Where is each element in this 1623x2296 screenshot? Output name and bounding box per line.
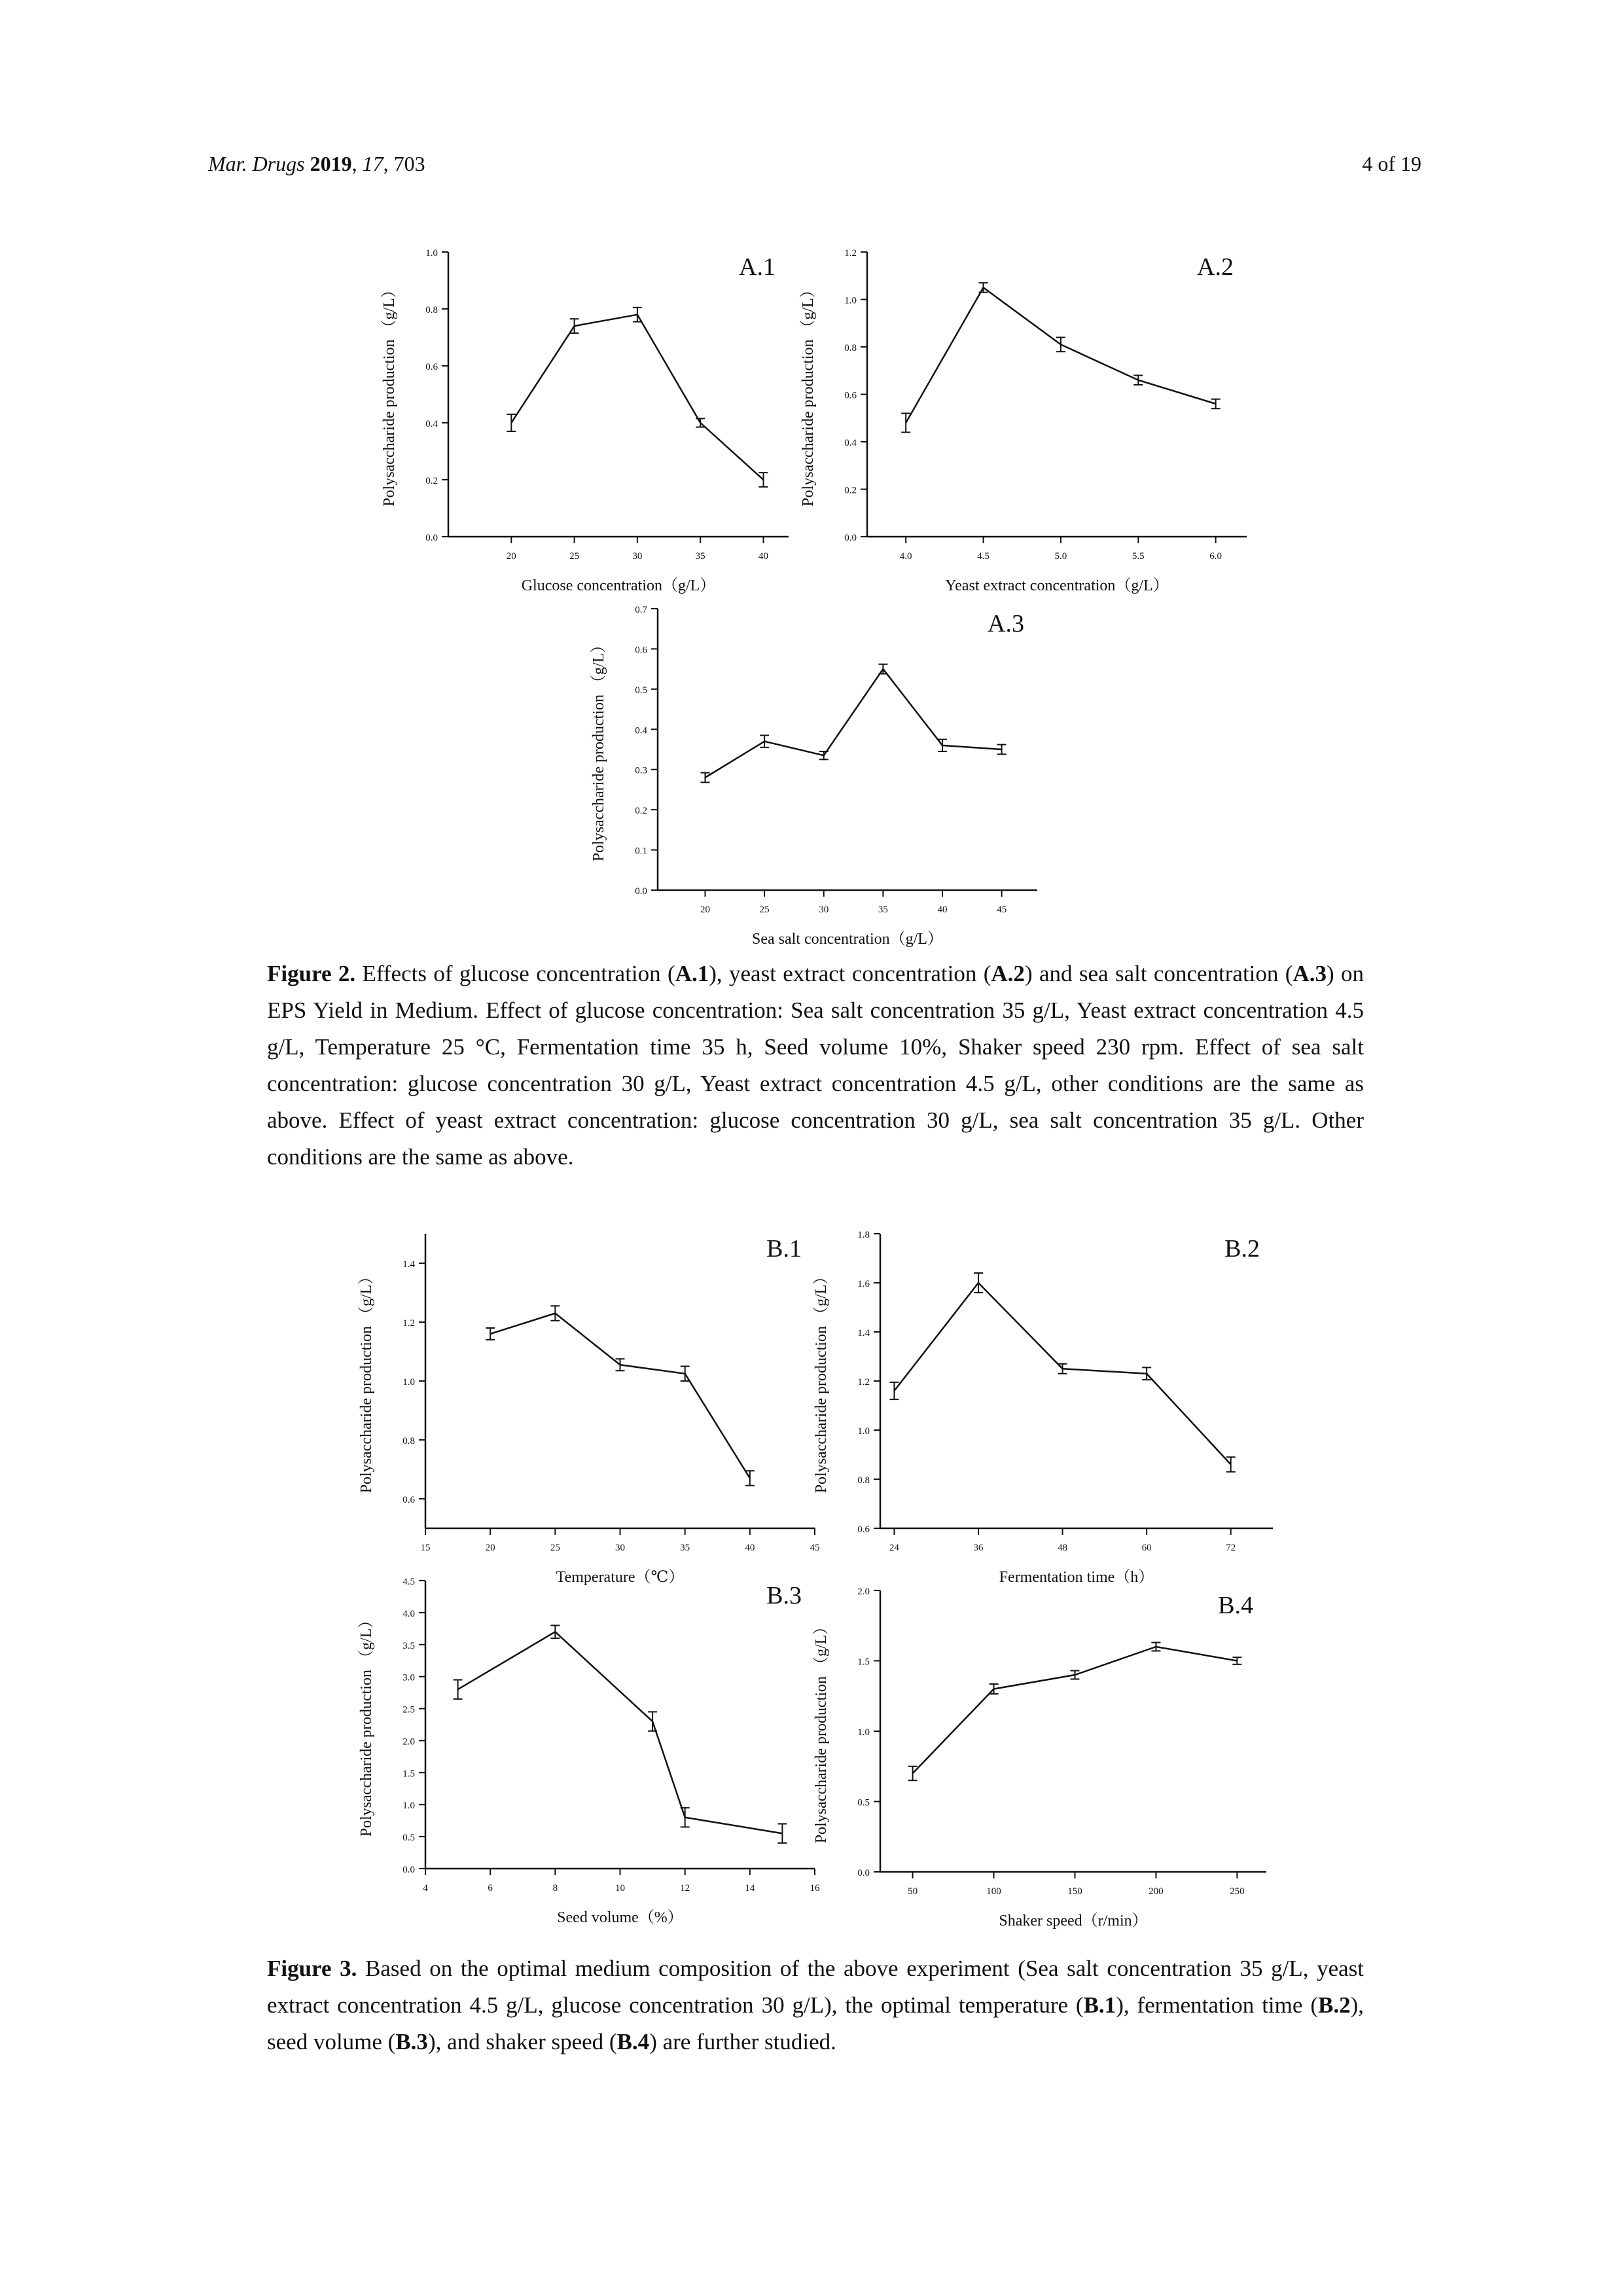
page-number: 4 of 19 bbox=[1362, 152, 1421, 175]
caption-segment: ), yeast extract concentration ( bbox=[709, 961, 991, 986]
chart-b3 bbox=[350, 1564, 834, 1934]
panel-label: A.1 bbox=[739, 253, 776, 281]
caption-segment: B.3 bbox=[395, 2029, 428, 2054]
x-tick-label: 30 bbox=[615, 1543, 625, 1553]
y-tick-label: 0.6 bbox=[857, 1524, 870, 1535]
y-tick-label: 0.8 bbox=[844, 343, 857, 353]
y-tick-label: 1.0 bbox=[402, 1801, 415, 1812]
y-tick-label: 0.1 bbox=[635, 846, 647, 857]
x-tick-label: 6 bbox=[488, 1883, 493, 1893]
chart-svg bbox=[350, 1217, 834, 1594]
caption-segment: ) are further studied. bbox=[649, 2029, 836, 2054]
caption-segment: B.4 bbox=[616, 2029, 650, 2054]
series-line bbox=[705, 669, 1002, 778]
series-line bbox=[490, 1314, 750, 1479]
x-tick-label: 25 bbox=[569, 551, 580, 562]
x-tick-label: 50 bbox=[908, 1886, 918, 1897]
y-tick-label: 0.7 bbox=[635, 605, 647, 615]
chart-svg bbox=[792, 236, 1266, 602]
y-tick-label: 1.6 bbox=[857, 1279, 870, 1289]
caption-segment: ), seed volume ( bbox=[267, 1992, 1364, 2054]
chart-b4 bbox=[805, 1574, 1286, 1937]
y-axis-label: Polysaccharide production （g/L） bbox=[813, 1268, 830, 1494]
x-tick-label: 24 bbox=[889, 1543, 899, 1553]
y-tick-label: 1.0 bbox=[844, 295, 857, 306]
x-axis-label: Temperature（℃） bbox=[556, 1569, 685, 1586]
figure-3-caption bbox=[267, 1950, 1364, 2060]
y-tick-label: 1.5 bbox=[402, 1768, 415, 1780]
chart-a1 bbox=[373, 236, 808, 602]
x-tick-label: 20 bbox=[485, 1543, 495, 1553]
x-tick-label: 72 bbox=[1226, 1543, 1236, 1553]
x-tick-label: 10 bbox=[615, 1883, 625, 1893]
x-tick-label: 35 bbox=[878, 905, 888, 915]
y-tick-label: 4.0 bbox=[402, 1608, 415, 1619]
x-tick-label: 35 bbox=[680, 1543, 690, 1553]
x-tick-label: 25 bbox=[759, 905, 770, 915]
y-tick-label: 0.0 bbox=[844, 533, 857, 543]
x-tick-label: 45 bbox=[997, 905, 1007, 915]
x-tick-label: 40 bbox=[937, 905, 948, 915]
y-tick-label: 1.8 bbox=[857, 1230, 870, 1240]
y-tick-label: 1.2 bbox=[857, 1377, 870, 1388]
y-tick-label: 0.3 bbox=[635, 765, 647, 776]
caption-segment: Effects of glucose concentration ( bbox=[355, 961, 675, 986]
journal-year: 2019 bbox=[310, 152, 352, 175]
x-tick-label: 48 bbox=[1058, 1543, 1068, 1553]
x-tick-label: 100 bbox=[986, 1886, 1001, 1897]
y-tick-label: 0.5 bbox=[402, 1833, 415, 1844]
chart-b1 bbox=[350, 1217, 834, 1594]
y-axis-label: Polysaccharide production （g/L） bbox=[813, 1619, 830, 1844]
y-tick-label: 3.5 bbox=[402, 1640, 415, 1651]
x-tick-label: 45 bbox=[810, 1543, 820, 1553]
caption-segment: B.1 bbox=[1083, 1992, 1116, 2018]
x-tick-label: 8 bbox=[552, 1883, 558, 1893]
x-tick-label: 16 bbox=[810, 1883, 820, 1893]
y-tick-label: 0.8 bbox=[425, 305, 438, 315]
y-tick-label: 0.6 bbox=[425, 362, 438, 372]
y-tick-label: 0.4 bbox=[635, 725, 647, 736]
y-tick-label: 0.0 bbox=[425, 533, 438, 543]
y-tick-label: 1.2 bbox=[844, 248, 857, 259]
y-tick-label: 0.0 bbox=[402, 1865, 415, 1875]
series-line bbox=[511, 315, 763, 480]
y-tick-label: 1.5 bbox=[857, 1657, 870, 1668]
panel-label: A.2 bbox=[1197, 253, 1234, 281]
y-tick-label: 2.5 bbox=[402, 1704, 415, 1715]
caption-segment: ), fermentation time ( bbox=[1116, 1992, 1318, 2018]
x-tick-label: 5.5 bbox=[1132, 551, 1145, 562]
x-tick-label: 150 bbox=[1067, 1886, 1082, 1897]
x-tick-label: 20 bbox=[700, 905, 710, 915]
chart-svg bbox=[373, 236, 808, 602]
x-axis-label: Yeast extract concentration（g/L） bbox=[945, 577, 1169, 594]
y-tick-label: 0.6 bbox=[402, 1495, 415, 1505]
caption-segment: A.1 bbox=[675, 961, 709, 986]
x-tick-label: 35 bbox=[695, 551, 705, 562]
y-tick-label: 1.0 bbox=[857, 1426, 870, 1437]
x-tick-label: 30 bbox=[632, 551, 643, 562]
caption-segment: ), and shaker speed ( bbox=[427, 2029, 617, 2054]
x-tick-label: 25 bbox=[550, 1543, 560, 1553]
x-tick-label: 4.5 bbox=[977, 551, 990, 562]
journal-name: Mar. Drugs bbox=[208, 152, 305, 175]
x-axis-label: Fermentation time（h） bbox=[999, 1569, 1154, 1586]
y-tick-label: 0.0 bbox=[857, 1868, 870, 1878]
y-tick-label: 0.8 bbox=[402, 1436, 415, 1446]
x-tick-label: 36 bbox=[973, 1543, 984, 1553]
chart-svg bbox=[350, 1564, 834, 1934]
y-tick-label: 0.8 bbox=[857, 1475, 870, 1486]
y-axis-label: Polysaccharide production （g/L） bbox=[358, 1612, 375, 1837]
chart-svg bbox=[805, 1574, 1286, 1937]
y-tick-label: 0.2 bbox=[844, 485, 857, 496]
chart-svg bbox=[805, 1217, 1293, 1594]
chart-a2 bbox=[792, 236, 1266, 602]
y-axis-label: Polysaccharide production （g/L） bbox=[358, 1268, 375, 1494]
panel-label: B.3 bbox=[766, 1582, 802, 1609]
y-tick-label: 0.2 bbox=[425, 476, 438, 486]
journal-volume: 17 bbox=[362, 152, 383, 175]
panel-label: A.3 bbox=[988, 610, 1024, 637]
y-tick-label: 0.2 bbox=[635, 806, 647, 817]
y-tick-label: 0.5 bbox=[857, 1797, 870, 1808]
x-tick-label: 60 bbox=[1141, 1543, 1152, 1553]
y-axis-label: Polysaccharide production （g/L） bbox=[381, 282, 398, 507]
series-line bbox=[906, 287, 1215, 423]
caption-segment: ) and sea salt concentration ( bbox=[1024, 961, 1293, 986]
y-tick-label: 0.5 bbox=[635, 685, 647, 696]
figure-2-caption bbox=[267, 956, 1364, 1175]
figure-3-label: Figure 3. bbox=[267, 1956, 357, 1981]
y-tick-label: 2.0 bbox=[402, 1736, 415, 1748]
x-axis-label: Sea salt concentration（g/L） bbox=[752, 931, 943, 948]
y-tick-label: 0.0 bbox=[635, 886, 647, 897]
x-axis-label: Glucose concentration（g/L） bbox=[521, 577, 716, 594]
x-axis-label: Shaker speed（r/min） bbox=[999, 1912, 1148, 1929]
chart-svg bbox=[582, 592, 1057, 956]
x-axis-label: Seed volume（%） bbox=[557, 1909, 683, 1926]
x-tick-label: 20 bbox=[506, 551, 516, 562]
x-tick-label: 4 bbox=[423, 1883, 428, 1893]
figure-3-caption-text bbox=[267, 1956, 1364, 2054]
y-tick-label: 0.6 bbox=[844, 390, 857, 401]
x-tick-label: 14 bbox=[745, 1883, 755, 1893]
y-tick-label: 4.5 bbox=[402, 1577, 415, 1587]
y-tick-label: 0.6 bbox=[635, 645, 647, 656]
chart-b2 bbox=[805, 1217, 1293, 1594]
x-tick-label: 200 bbox=[1149, 1886, 1164, 1897]
figure-2-caption-text bbox=[267, 961, 1364, 1170]
y-tick-label: 1.0 bbox=[425, 248, 438, 259]
y-tick-label: 1.4 bbox=[402, 1259, 415, 1270]
caption-segment: Based on the optimal medium composition of the above experiment (Sea salt concentration 35 g/L, yeast extract concentration 4.5 g/L, glucose concentration 30 g/L), the optimal temperature ( bbox=[267, 1956, 1364, 2018]
x-tick-label: 4.0 bbox=[899, 551, 912, 562]
running-header-citation: Mar. Drugs 2019, 17, 703 bbox=[208, 152, 425, 175]
x-tick-label: 15 bbox=[420, 1543, 431, 1553]
panel-label: B.4 bbox=[1218, 1592, 1253, 1619]
x-tick-label: 6.0 bbox=[1209, 551, 1222, 562]
article-number: 703 bbox=[393, 152, 425, 175]
y-tick-label: 0.4 bbox=[425, 419, 438, 429]
x-tick-label: 40 bbox=[758, 551, 768, 562]
y-tick-label: 1.4 bbox=[857, 1328, 870, 1338]
series-line bbox=[913, 1647, 1238, 1774]
y-axis-label: Polysaccharide production （g/L） bbox=[590, 637, 607, 862]
y-tick-label: 1.2 bbox=[402, 1318, 415, 1329]
x-tick-label: 30 bbox=[819, 905, 829, 915]
panel-label: B.2 bbox=[1224, 1235, 1260, 1263]
x-tick-label: 12 bbox=[680, 1883, 690, 1893]
y-tick-label: 0.4 bbox=[844, 438, 857, 448]
panel-label: B.1 bbox=[766, 1235, 802, 1263]
caption-segment: ) on EPS Yield in Medium. Effect of glucose concentration: Sea salt concentration 35 g/L, Yeast extract concentration 4.5 g/L, Temperature 25 °C, Fermentation time 35 h, Seed volume 10%, Shaker speed 230 rpm. Effect of sea salt concentration: glucose concentration 30 g/L, Yeast extract concentration 4.5 g/L, other conditions are the same as above. Effect of yeast extract concentration: glucose concentration 30 g/L, sea salt concentration 35 g/L. Other conditions are the same as above. bbox=[267, 961, 1364, 1170]
x-tick-label: 40 bbox=[745, 1543, 755, 1553]
x-tick-label: 5.0 bbox=[1054, 551, 1067, 562]
y-axis-label: Polysaccharide production （g/L） bbox=[800, 282, 817, 507]
x-tick-label: 250 bbox=[1230, 1886, 1245, 1897]
y-tick-label: 1.0 bbox=[402, 1377, 415, 1388]
y-tick-label: 2.0 bbox=[857, 1587, 870, 1597]
figure-2-label: Figure 2. bbox=[267, 961, 356, 986]
y-tick-label: 3.0 bbox=[402, 1672, 415, 1683]
caption-segment: A.3 bbox=[1293, 961, 1327, 986]
y-tick-label: 1.0 bbox=[857, 1727, 870, 1738]
series-line bbox=[458, 1632, 783, 1833]
caption-segment: A.2 bbox=[991, 961, 1025, 986]
chart-a3 bbox=[582, 592, 1057, 956]
caption-segment: B.2 bbox=[1317, 1992, 1351, 2018]
